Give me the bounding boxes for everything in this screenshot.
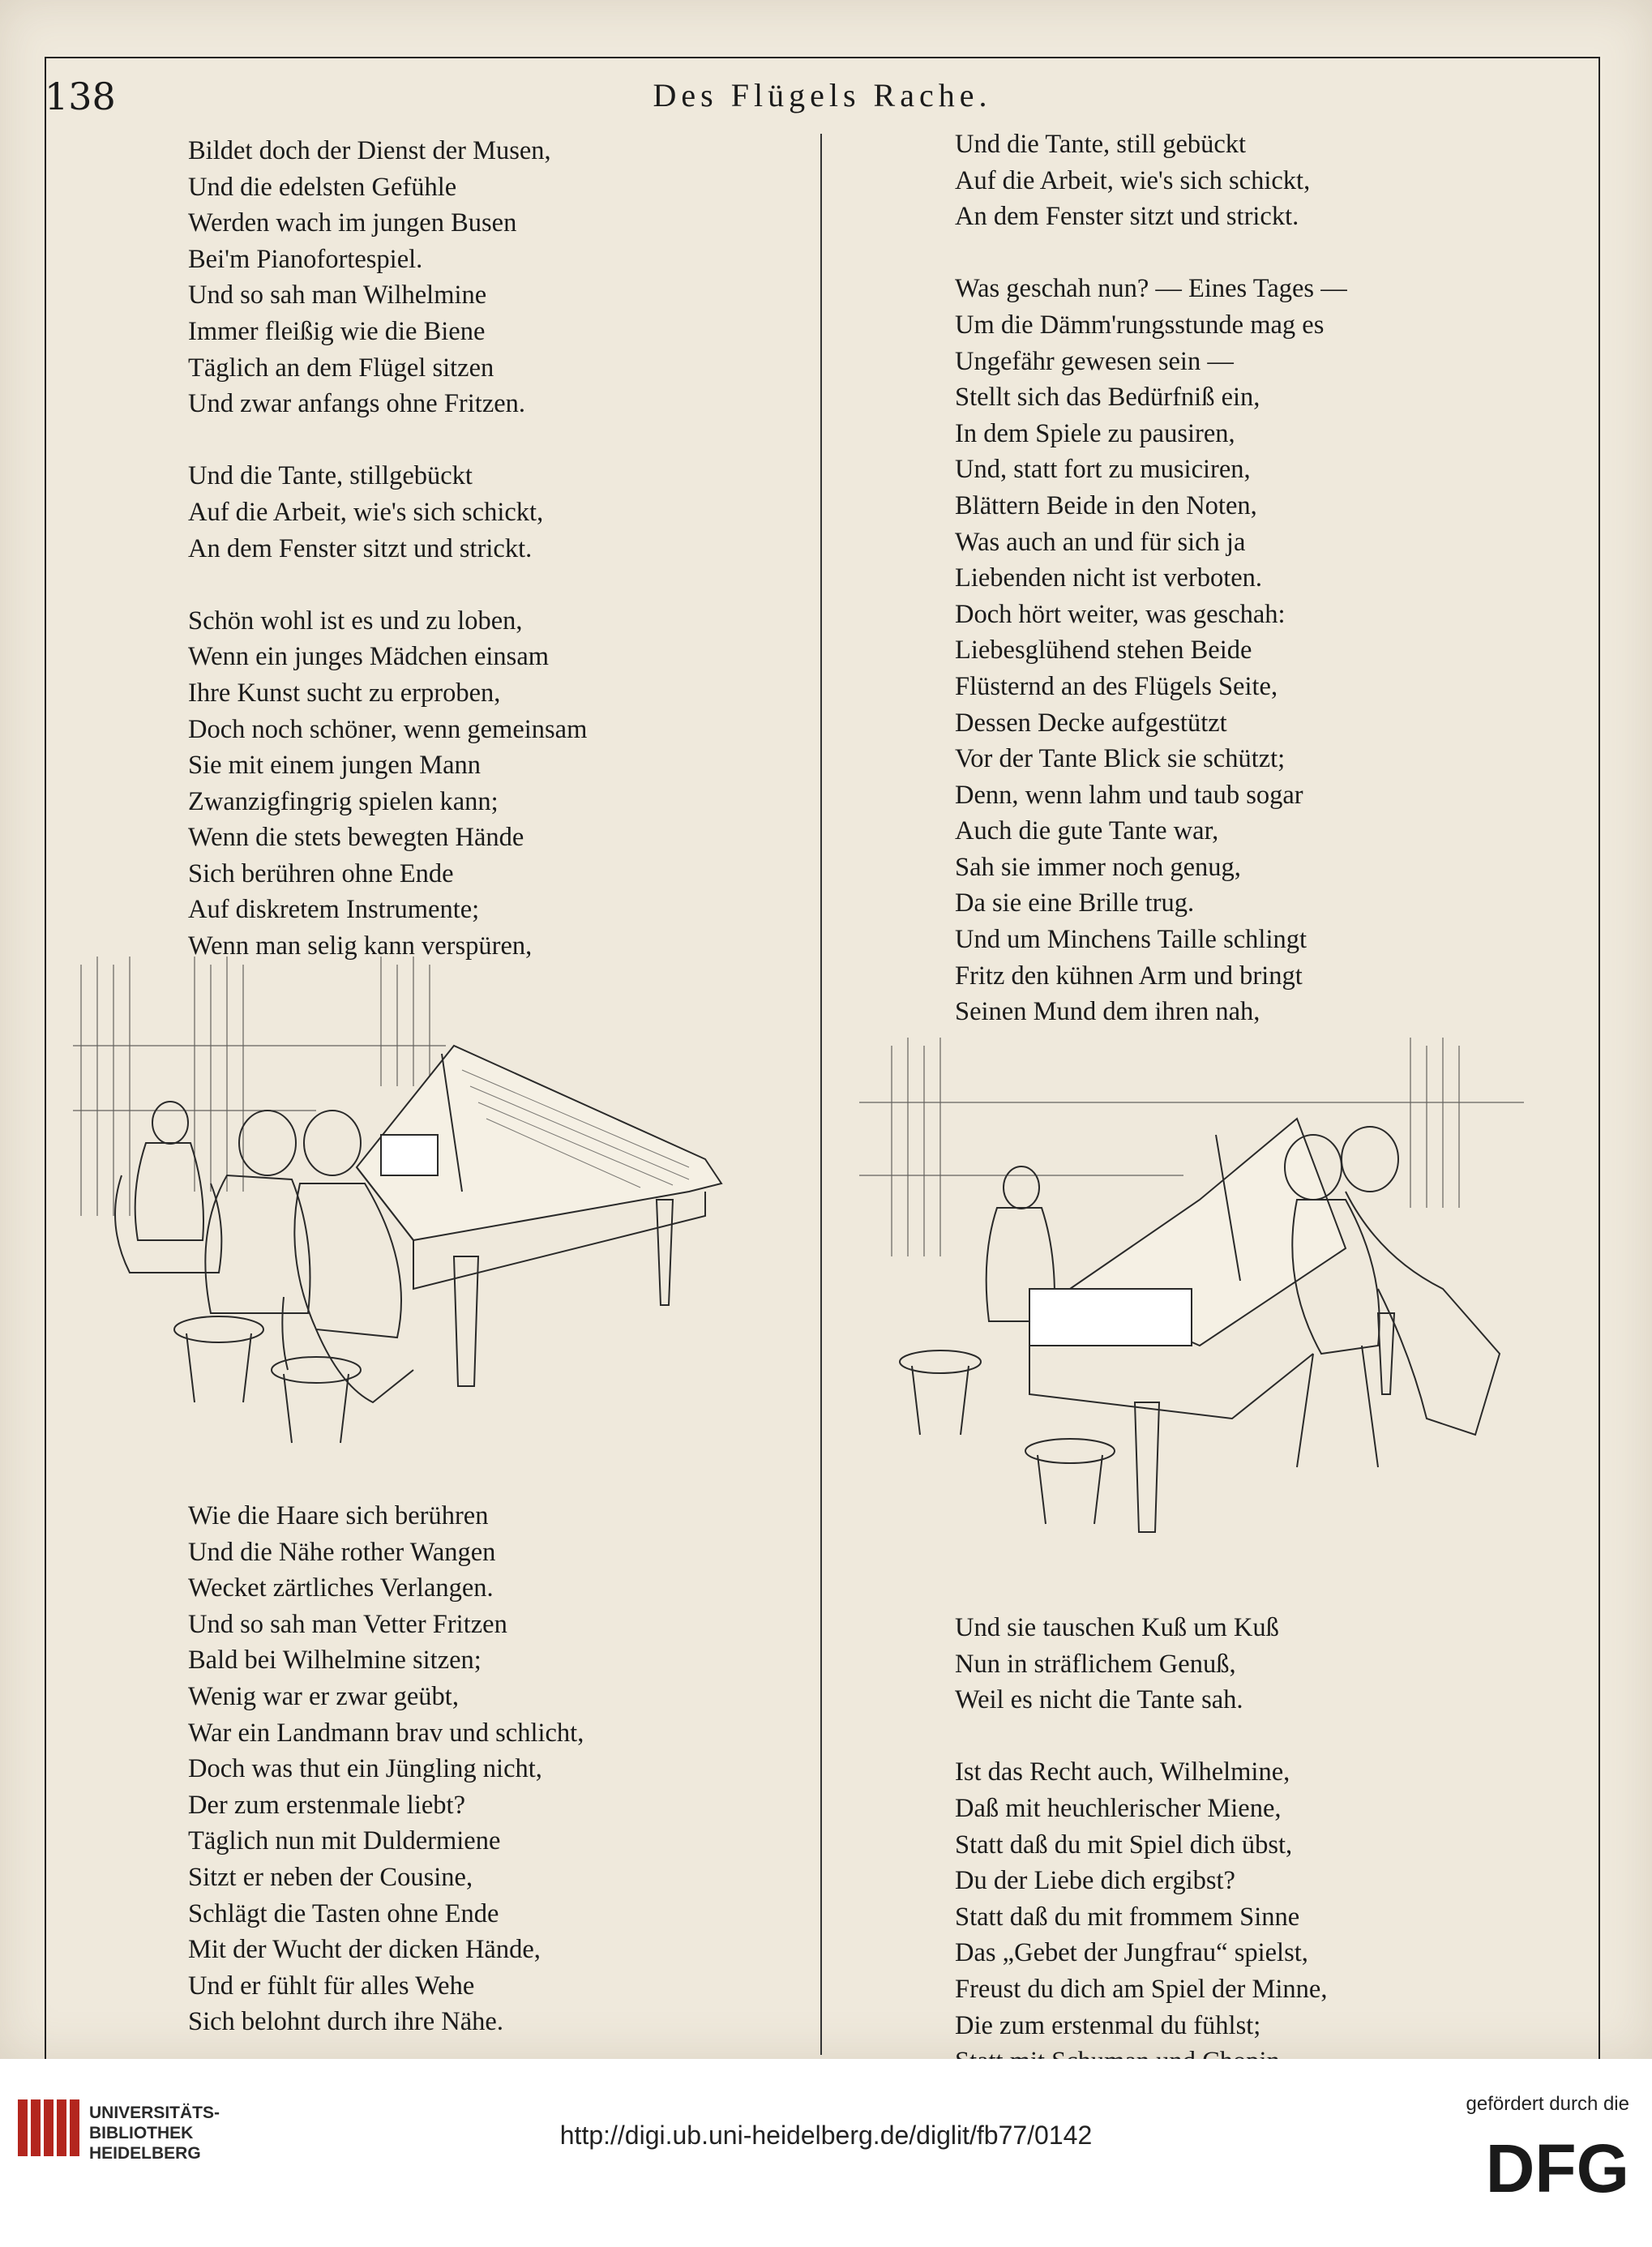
poem-line: Denn, wenn lahm und taub sogar [955,780,1303,810]
poem-line: Wenn die stets bewegten Hände [188,823,524,853]
poem-line: Vor der Tante Blick sie schützt; [955,744,1286,774]
poem-line: Auf die Arbeit, wie's sich schickt, [188,497,544,527]
stanza-break [188,567,587,603]
poem-line: Und so sah man Wilhelmine [188,280,487,310]
poem-line: Sitzt er neben der Cousine, [188,1862,473,1892]
poem-line: Fritz den kühnen Arm und bringt [955,961,1303,991]
poem-line: Bildet doch der Dienst der Musen, [188,136,551,165]
poem-line: Doch noch schöner, wenn gemeinsam [188,714,588,744]
poem-column-right-bottom [955,1610,1327,2080]
poem-line: Was auch an und für sich ja [955,527,1246,557]
svg-text:DFG: DFG [1485,2130,1629,2206]
poem-line: Um die Dämm'rungsstunde mag es [955,310,1325,340]
page-number: 138 [45,75,116,118]
poem-column-left-bottom [188,1498,584,2040]
page-header [45,75,1600,123]
poem-line: Immer fleißig wie die Biene [188,316,486,346]
poem-line: Und so sah man Vetter Fritzen [188,1609,507,1639]
poem-line: Sich berühren ohne Ende [188,858,454,888]
illustration-piano-duet [73,948,746,1483]
library-name: UNIVERSITÄTS- BIBLIOTHEK HEIDELBERG [89,2104,220,2163]
poem-line: Und zwar anfangs ohne Fritzen. [188,389,526,419]
poem-line: Und, statt fort zu musiciren, [955,455,1251,485]
poem-line: War ein Landmann brav und schlicht, [188,1718,584,1748]
poem-line: Wenn man selig kann verspüren, [188,931,533,961]
poem-line: An dem Fenster sitzt und strickt. [188,533,533,563]
dfg-logo [1467,2127,1629,2208]
poem-line: Und die Tante, still gebückt [955,130,1247,159]
poem-line: Zwanzigfingrig spielen kann; [188,786,499,816]
poem-line: Doch was thut ein Jüngling nicht, [188,1754,542,1784]
permalink-url[interactable]: http://digi.ub.uni-heidelberg.de/diglit/fb77/0142 [559,2121,1093,2150]
footer-bar [0,2059,1652,2247]
poem-line: Doch hört weiter, was geschah: [955,599,1286,629]
poem-line: Auch die gute Tante war, [955,816,1219,846]
poem-line: Der zum erstenmale liebt? [188,1790,465,1820]
poem-line: Wenig war er zwar geübt, [188,1681,459,1711]
poem-line: Und die edelsten Gefühle [188,172,457,202]
poem-line: Du der Liebe dich ergibst? [955,1866,1235,1896]
poem-line: Da sie eine Brille trug. [955,888,1195,918]
poem-line: Und um Minchens Taille schlingt [955,925,1307,955]
poem-line: Flüsternd an des Flügels Seite, [955,671,1278,701]
stanza-break [955,1718,1327,1755]
poem-line: Daß mit heuchlerischer Miene, [955,1793,1282,1823]
poem-line: Ihre Kunst sucht zu erproben, [188,678,501,708]
poem-line: Täglich nun mit Duldermiene [188,1826,501,1856]
poem-line: Stellt sich das Bedürfniß ein, [955,383,1260,413]
poem-line: Und er fühlt für alles Wehe [188,1971,475,2001]
column-divider [820,134,822,2055]
poem-line: Schlägt die Tasten ohne Ende [188,1898,499,1928]
poem-line: In dem Spiele zu pausiren, [955,418,1235,448]
poem-line: Werden wach im jungen Busen [188,208,517,238]
running-title: Des Flügels Rache. [653,77,992,113]
poem-line: Statt daß du mit frommem Sinne [955,1902,1300,1932]
poem-line: Ungefähr gewesen sein — [955,346,1234,376]
poem-line: Und die Tante, stillgebückt [188,461,473,491]
poem-column-right-top [955,126,1347,1030]
poem-line: Auf die Arbeit, wie's sich schickt, [955,165,1311,195]
stanza-break [188,422,587,459]
poem-line: Nun in sträflichem Genuß, [955,1649,1236,1679]
stanza-break [955,235,1347,272]
poem-column-left-top [188,133,587,965]
poem-line: Ist das Recht auch, Wilhelmine, [955,1757,1290,1787]
poem-line: Liebenden nicht ist verboten. [955,563,1263,593]
poem-line: Sie mit einem jungen Mann [188,751,481,781]
poem-line: Blättern Beide in den Noten, [955,490,1257,520]
poem-line: Und die Nähe rother Wangen [188,1537,496,1567]
poem-line: Wecket zärtliches Verlangen. [188,1573,494,1603]
poem-line: Und sie tauschen Kuß um Kuß [955,1613,1279,1642]
poem-line: Liebesglühend stehen Beide [955,636,1252,666]
poem-line: Auf diskretem Instrumente; [188,895,480,925]
poem-line: Weil es nicht die Tante sah. [955,1685,1243,1715]
poem-line: Das „Gebet der Jungfrau“ spielst, [955,1938,1308,1968]
poem-line: Wie die Haare sich berühren [188,1501,489,1530]
poem-line: Freust du dich am Spiel der Minne, [955,1974,1328,2004]
poem-line: Statt daß du mit Spiel dich übst, [955,1830,1293,1860]
poem-line: Täglich an dem Flügel sitzen [188,353,494,383]
poem-line: Sich belohnt durch ihre Nähe. [188,2007,503,2037]
poem-line: Die zum erstenmal du fühlst; [955,2010,1261,2040]
poem-line: Wenn ein junges Mädchen einsam [188,642,550,672]
illustration-kiss-behind-piano [859,1013,1524,1581]
poem-line: Sah sie immer noch genug, [955,852,1241,882]
poem-line: Mit der Wucht der dicken Hände, [188,1935,541,1965]
funded-by-label: gefördert durch die [1466,2093,1629,2115]
poem-line: Schön wohl ist es und zu loben, [188,606,523,636]
poem-line: Dessen Decke aufgestützt [955,708,1227,738]
poem-line: Bei'm Pianofortespiel. [188,244,423,274]
poem-line: Was geschah nun? — Eines Tages — [955,274,1347,304]
poem-line: An dem Fenster sitzt und strickt. [955,202,1299,232]
poem-line: Seinen Mund dem ihren nah, [955,997,1260,1027]
poem-line: Bald bei Wilhelmine sitzen; [188,1646,481,1676]
